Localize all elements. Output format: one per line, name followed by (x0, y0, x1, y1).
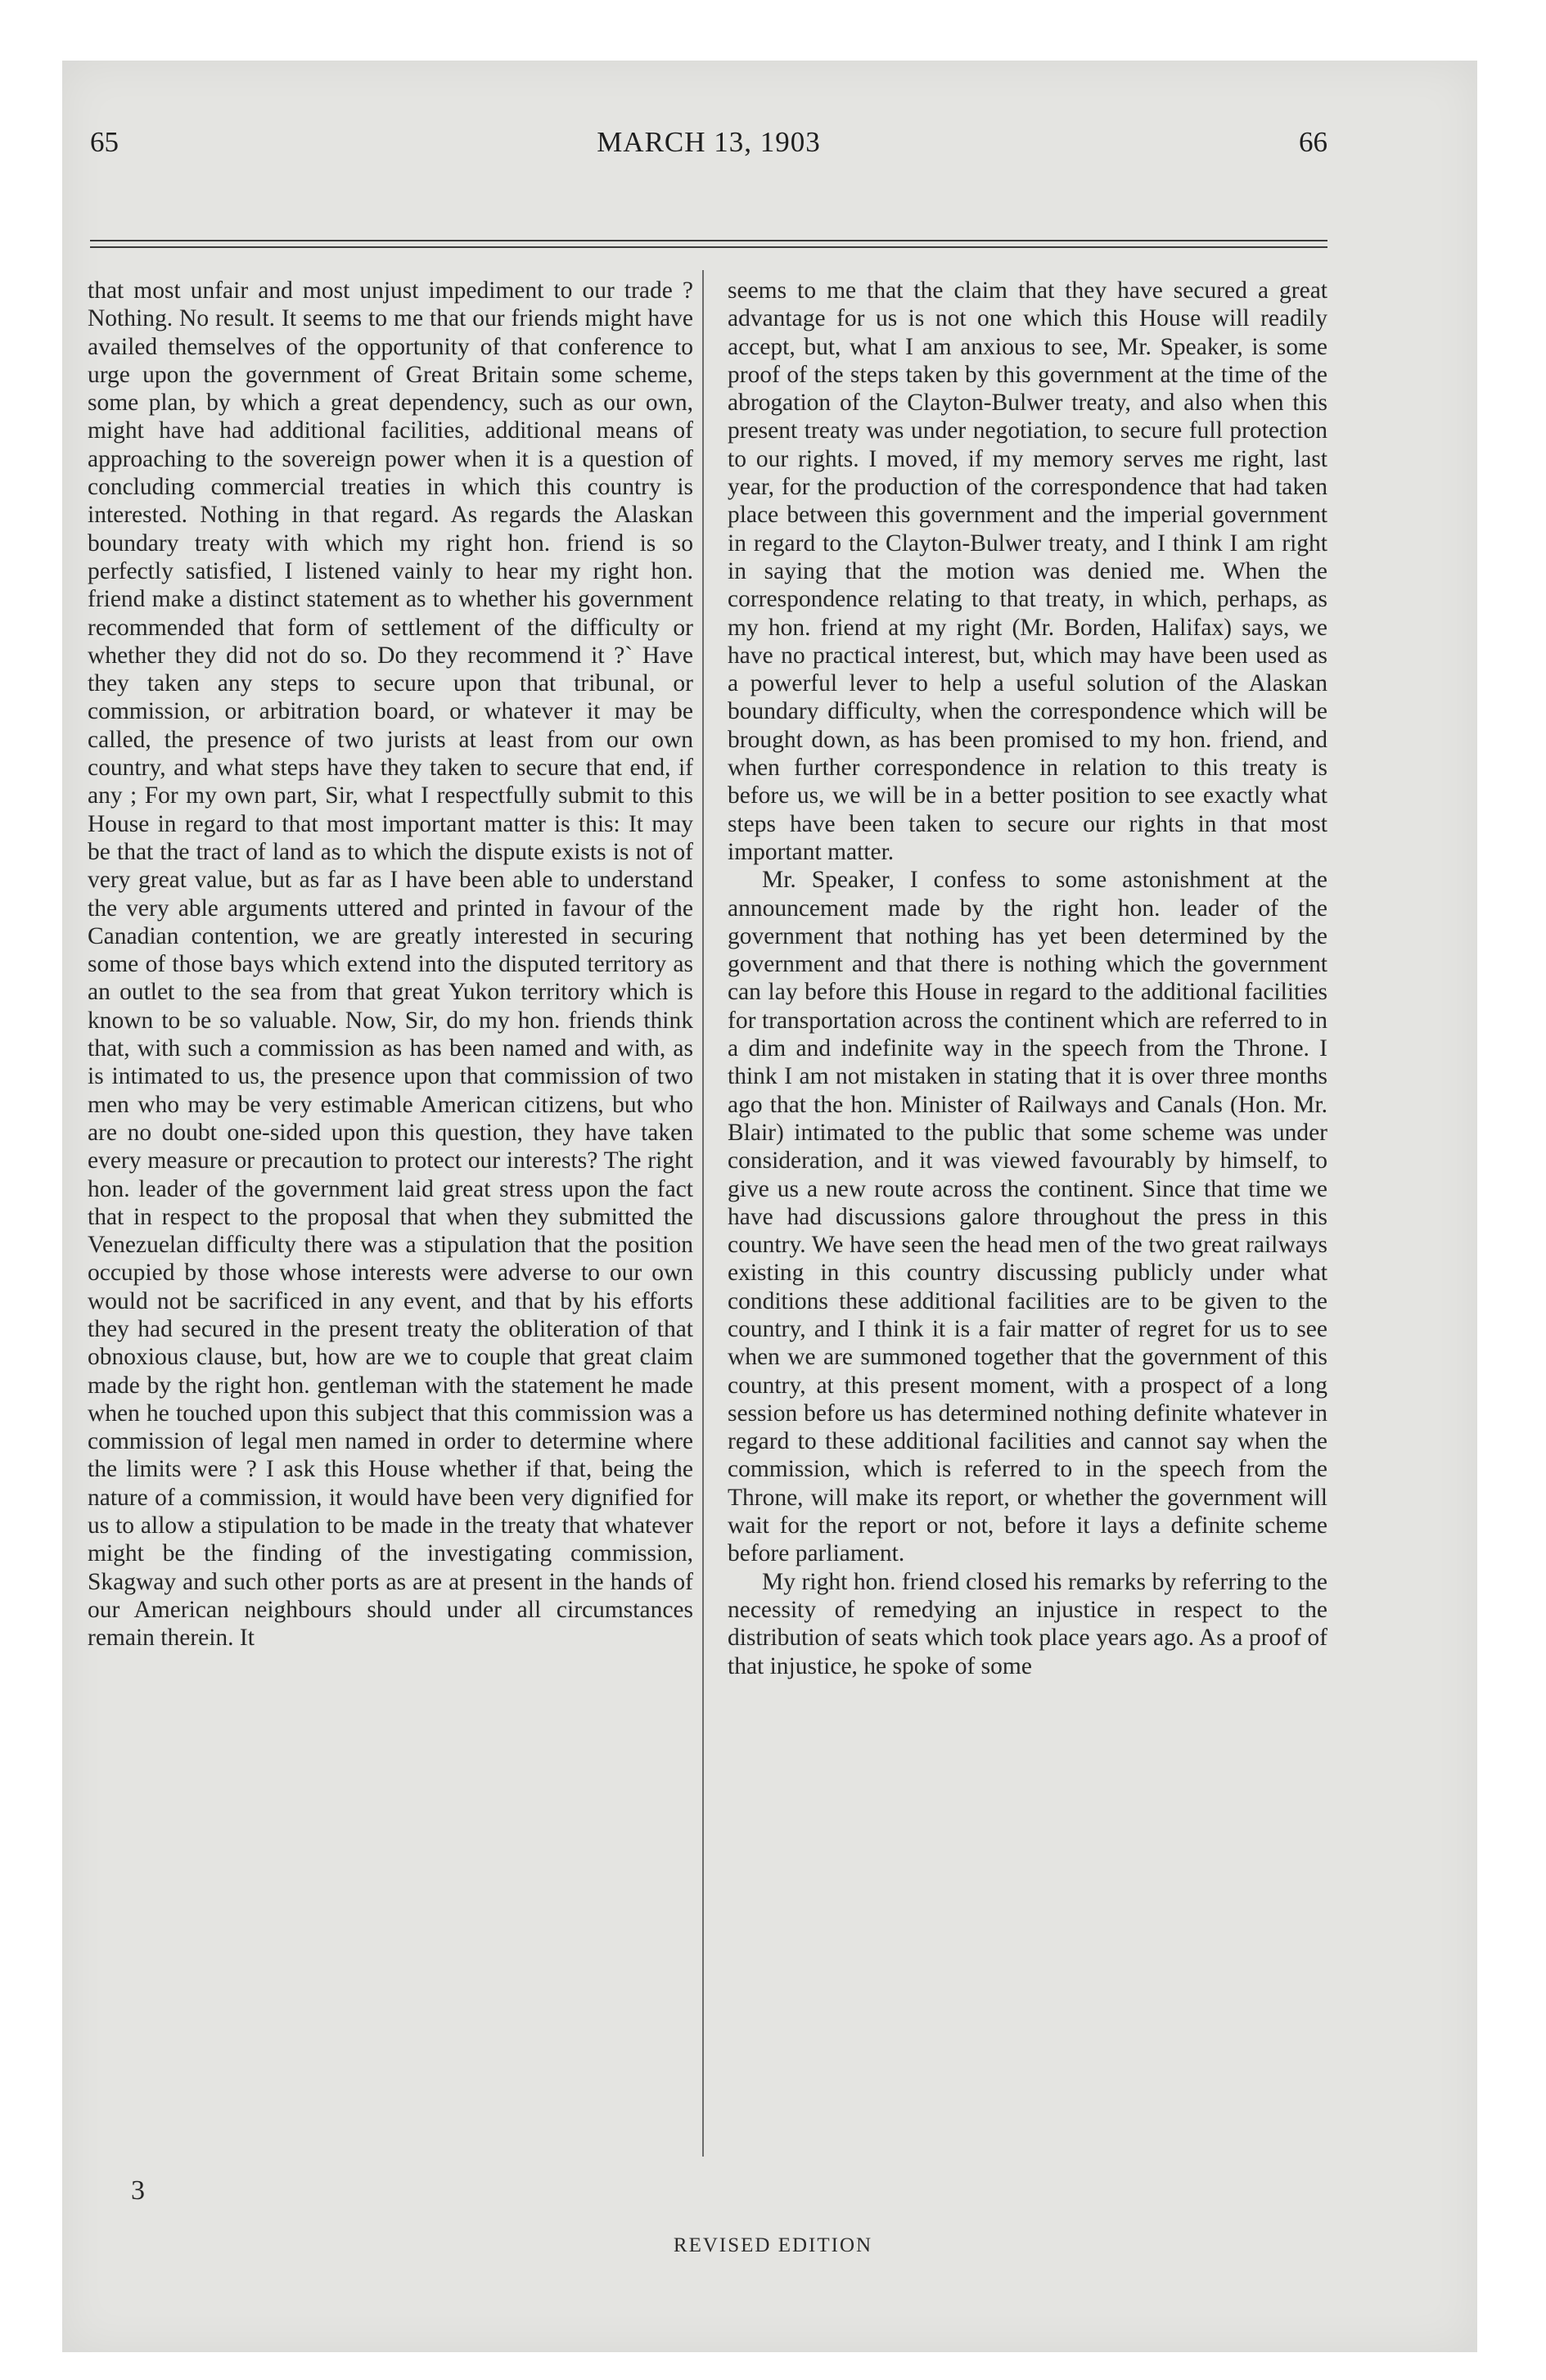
column-divider (702, 270, 704, 2157)
page-header (90, 126, 1327, 170)
header-rule-bottom (90, 246, 1327, 248)
left-paragraph-1: that most unfair and most unjust impediment to our trade ? Nothing. No result. It seems to me that our friends might have availed themselves of the opportunity of that conference to urge upon the government of Great Britain some scheme, some plan, by which a great dependency, such as our own, might have had additional facilities, additional means of approaching to the sovereign power when it is a question of concluding commercial treaties in which this country is interested. Nothing in that regard. As regards the Alaskan boundary treaty with which my right hon. friend is so perfectly satisfied, I listened vainly to hear my right hon. friend make a distinct statement as to whether his government recommended that form of settlement of the difficulty or whether they did not do so. Do they recommend it ?` Have they taken any steps to secure upon that tribunal, or commission, or arbitration board, or whatever it may be called, the presence of two jurists at least from our own country, and what steps have they taken to secure that end, if any ; For my own part, Sir, what I respectfully submit to this House in regard to that most important matter is this: It may be that the tract of land as to which the dispute exists is not of very great value, but as far as I have been able to understand the very able arguments uttered and printed in favour of the Canadian contention, we are greatly interested in securing some of those bays which extend into the disputed territory as an outlet to the sea from that great Yukon territory which is known to be so valuable. Now, Sir, do my hon. friends think that, with such a commission as has been named and with, as is intimated to us, the presence upon that commission of two men who may be very estimable American citizens, but who are no doubt one-sided upon this question, they have taken every measure or precaution to protect our interests? The right hon. leader of the government laid great stress upon the fact that in respect to the proposal that when they submitted the Venezuelan difficulty there was a stipulation that the position occupied by those whose interests were adverse to our own would not be sacrificed in any event, and that by his efforts they had secured in the present treaty the obliteration of that obnoxious clause, but, how are we to couple that great claim made by the right hon. gentleman with the statement he made when he touched upon this subject that this commission was a commission of legal men named in order to determine where the limits were ? I ask this House whether if that, being the nature of a commission, it would have been very dignified for us to allow a stipulation to be made in the treaty that whatever might be the finding of the investigating commission, Skagway and such other ports as are at present in the hands of our American neighbours should under all circumstances remain therein. It (88, 277, 693, 1652)
signature-mark: 3 (131, 2175, 145, 2206)
header-rule-top (90, 240, 1327, 241)
page-number-right: 66 (1299, 126, 1327, 158)
page-number-left: 65 (90, 126, 119, 158)
right-paragraph-3: My right hon. friend closed his remarks by referring to the necessity of remedying an injustice in respect to the distribution of seats which took place years ago. As a proof of that injustice, he spoke of some (728, 1568, 1327, 1679)
page-title: MARCH 13, 1903 (597, 126, 821, 158)
right-column (728, 277, 1327, 2157)
footer-edition: REVISED EDITION (673, 2234, 873, 2256)
right-paragraph-2: Mr. Speaker, I confess to some astonishment at the announcement made by the right hon. leader of the government that nothing has yet been determined by the government and that there is nothing which the government can lay before this House in regard to the additional facilities for transportation across the continent which are referred to in a dim and indefinite way in the speech from the Throne. I think I am not mistaken in stating that it is over three months ago that the hon. Minister of Railways and Canals (Hon. Mr. Blair) intimated to the public that some scheme was under consideration, and it was viewed favourably by himself, to give us a new route across the continent. Since that time we have had discussions galore throughout the press in this country. We have seen the head men of the two great railways existing in this country discussing publicly under what conditions these additional facilities are to be given to the country, and I think it is a fair matter of regret for us to see when we are summoned together that the government of this country, at this present moment, with a prospect of a long session before us has determined nothing definite whatever in regard to these additional facilities and cannot say when the commission, which is referred to in the speech from the Throne, will make its report, or whether the government will wait for the report or not, before it lays a definite scheme before parliament. (728, 867, 1327, 1567)
right-paragraph-1: seems to me that the claim that they have secured a great advantage for us is not one which this House will readily accept, but, what I am anxious to see, Mr. Speaker, is some proof of the steps taken by this government at the time of the abrogation of the Clayton-Bulwer treaty, and also when this present treaty was under negotiation, to secure full protection to our rights. I moved, if my memory serves me right, last year, for the production of the correspondence that had taken place between this government and the imperial government in regard to the Clayton-Bulwer treaty, and I think I am right in saying that the motion was denied me. When the correspondence relating to that treaty, in which, perhaps, as my hon. friend at my right (Mr. Borden, Halifax) says, we have no practical interest, but, which may have been used as a powerful lever to help a useful solution of the Alaskan boundary difficulty, when the correspondence which will be brought down, as has been promised to my hon. friend, and when further correspondence in relation to this treaty is before us, we will be in a better position to see exactly what steps have been taken to secure our rights in that most important matter. (728, 277, 1327, 865)
left-column (88, 277, 693, 2157)
